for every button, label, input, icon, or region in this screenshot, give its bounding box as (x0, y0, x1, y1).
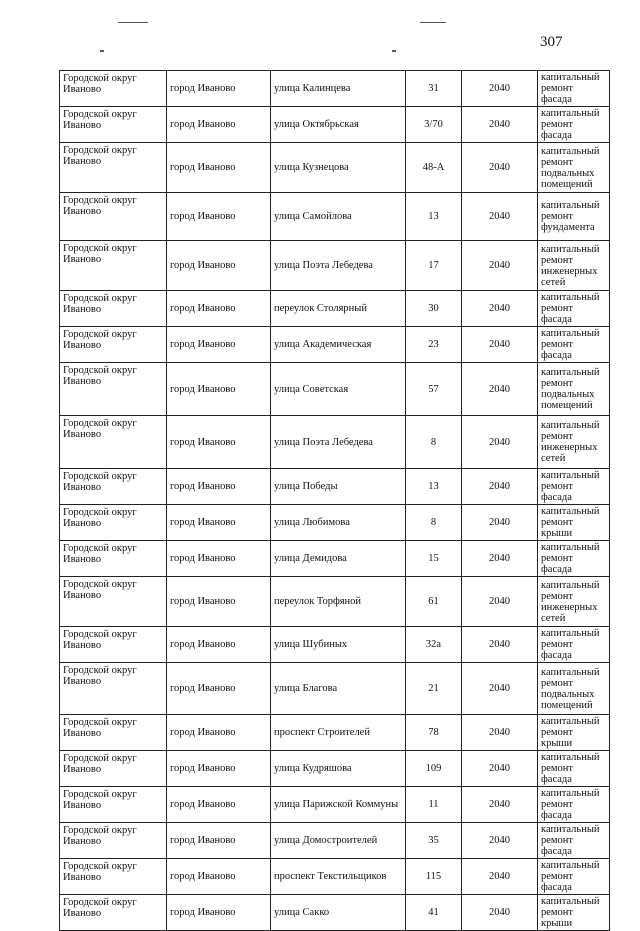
street-cell: улица Шубиных (271, 627, 406, 663)
street-cell: улица Домостроителей (271, 823, 406, 859)
street-cell: улица Любимова (271, 505, 406, 541)
work-type-cell: капитальный ремонт фасада (538, 469, 610, 505)
year-cell: 2040 (462, 143, 538, 193)
table-row (60, 895, 610, 931)
city-cell: город Иваново (167, 859, 271, 895)
district-cell: Городской округ Иваново (60, 715, 167, 751)
work-type-cell: капитальный ремонт фасада (538, 823, 610, 859)
year-cell: 2040 (462, 715, 538, 751)
district-cell: Городской округ Иваново (60, 751, 167, 787)
scan-mark (392, 50, 396, 52)
work-type-cell: капитальный ремонт подвальных помещений (538, 143, 610, 193)
city-cell: город Иваново (167, 541, 271, 577)
city-cell: город Иваново (167, 291, 271, 327)
year-cell: 2040 (462, 241, 538, 291)
city-cell: город Иваново (167, 823, 271, 859)
city-cell: город Иваново (167, 751, 271, 787)
scan-mark (100, 50, 104, 52)
table-row (60, 416, 610, 469)
house-number-cell: 32а (406, 627, 462, 663)
city-cell: город Иваново (167, 143, 271, 193)
year-cell: 2040 (462, 505, 538, 541)
work-type-cell: капитальный ремонт фасада (538, 751, 610, 787)
city-cell: город Иваново (167, 663, 271, 715)
district-cell: Городской округ Иваново (60, 363, 167, 416)
work-type-cell: капитальный ремонт фасада (538, 787, 610, 823)
year-cell: 2040 (462, 859, 538, 895)
year-cell: 2040 (462, 823, 538, 859)
table-row (60, 291, 610, 327)
year-cell: 2040 (462, 895, 538, 931)
house-number-cell: 15 (406, 541, 462, 577)
table-row (60, 327, 610, 363)
street-cell: улица Парижской Коммуны (271, 787, 406, 823)
work-type-cell: капитальный ремонт фасада (538, 541, 610, 577)
year-cell: 2040 (462, 541, 538, 577)
year-cell: 2040 (462, 416, 538, 469)
house-number-cell: 17 (406, 241, 462, 291)
house-number-cell: 13 (406, 469, 462, 505)
table-row (60, 71, 610, 107)
work-type-cell: капитальный ремонт инженерных сетей (538, 577, 610, 627)
house-number-cell: 78 (406, 715, 462, 751)
house-number-cell: 35 (406, 823, 462, 859)
table-row (60, 787, 610, 823)
work-type-cell: капитальный ремонт инженерных сетей (538, 241, 610, 291)
work-type-cell: капитальный ремонт фасада (538, 627, 610, 663)
city-cell: город Иваново (167, 505, 271, 541)
district-cell: Городской округ Иваново (60, 577, 167, 627)
street-cell: улица Благова (271, 663, 406, 715)
table-row (60, 241, 610, 291)
street-cell: улица Поэта Лебедева (271, 241, 406, 291)
house-number-cell: 8 (406, 505, 462, 541)
house-number-cell: 61 (406, 577, 462, 627)
table-row (60, 363, 610, 416)
district-cell: Городской округ Иваново (60, 787, 167, 823)
house-number-cell: 8 (406, 416, 462, 469)
district-cell: Городской округ Иваново (60, 663, 167, 715)
year-cell: 2040 (462, 577, 538, 627)
house-number-cell: 21 (406, 663, 462, 715)
year-cell: 2040 (462, 663, 538, 715)
work-type-cell: капитальный ремонт фасада (538, 859, 610, 895)
street-cell: улица Кузнецова (271, 143, 406, 193)
city-cell: город Иваново (167, 787, 271, 823)
city-cell: город Иваново (167, 895, 271, 931)
year-cell: 2040 (462, 751, 538, 787)
street-cell: улица Самойлова (271, 193, 406, 241)
table-row (60, 663, 610, 715)
work-type-cell: капитальный ремонт фасада (538, 71, 610, 107)
district-cell: Городской округ Иваново (60, 193, 167, 241)
work-type-cell: капитальный ремонт крыши (538, 505, 610, 541)
table-row (60, 107, 610, 143)
year-cell: 2040 (462, 193, 538, 241)
district-cell: Городской округ Иваново (60, 469, 167, 505)
street-cell: улица Кудряшова (271, 751, 406, 787)
district-cell: Городской округ Иваново (60, 541, 167, 577)
table-row (60, 577, 610, 627)
house-number-cell: 57 (406, 363, 462, 416)
year-cell: 2040 (462, 327, 538, 363)
house-number-cell: 115 (406, 859, 462, 895)
district-cell: Городской округ Иваново (60, 71, 167, 107)
table-row (60, 751, 610, 787)
work-type-cell: капитальный ремонт подвальных помещений (538, 663, 610, 715)
house-number-cell: 23 (406, 327, 462, 363)
house-number-cell: 109 (406, 751, 462, 787)
district-cell: Городской округ Иваново (60, 327, 167, 363)
district-cell: Городской округ Иваново (60, 107, 167, 143)
house-number-cell: 31 (406, 71, 462, 107)
year-cell: 2040 (462, 363, 538, 416)
street-cell: улица Демидова (271, 541, 406, 577)
work-type-cell: капитальный ремонт фасада (538, 291, 610, 327)
district-cell: Городской округ Иваново (60, 241, 167, 291)
city-cell: город Иваново (167, 627, 271, 663)
street-cell: переулок Столярный (271, 291, 406, 327)
street-cell: улица Советская (271, 363, 406, 416)
district-cell: Городской округ Иваново (60, 859, 167, 895)
house-number-cell: 30 (406, 291, 462, 327)
district-cell: Городской округ Иваново (60, 627, 167, 663)
city-cell: город Иваново (167, 363, 271, 416)
street-cell: переулок Торфяной (271, 577, 406, 627)
year-cell: 2040 (462, 71, 538, 107)
year-cell: 2040 (462, 469, 538, 505)
house-number-cell: 11 (406, 787, 462, 823)
city-cell: город Иваново (167, 327, 271, 363)
city-cell: город Иваново (167, 416, 271, 469)
table-row (60, 715, 610, 751)
street-cell: улица Поэта Лебедева (271, 416, 406, 469)
city-cell: город Иваново (167, 715, 271, 751)
table-row (60, 143, 610, 193)
repair-schedule-table (59, 70, 610, 931)
district-cell: Городской округ Иваново (60, 416, 167, 469)
house-number-cell: 13 (406, 193, 462, 241)
work-type-cell: капитальный ремонт подвальных помещений (538, 363, 610, 416)
city-cell: город Иваново (167, 469, 271, 505)
city-cell: город Иваново (167, 193, 271, 241)
district-cell: Городской округ Иваново (60, 143, 167, 193)
house-number-cell: 3/70 (406, 107, 462, 143)
city-cell: город Иваново (167, 71, 271, 107)
street-cell: проспект Строителей (271, 715, 406, 751)
scan-mark (118, 22, 148, 23)
table-row (60, 469, 610, 505)
city-cell: город Иваново (167, 577, 271, 627)
year-cell: 2040 (462, 291, 538, 327)
street-cell: улица Октябрьская (271, 107, 406, 143)
table-row (60, 193, 610, 241)
table-row (60, 859, 610, 895)
city-cell: город Иваново (167, 241, 271, 291)
street-cell: проспект Текстильщиков (271, 859, 406, 895)
district-cell: Городской округ Иваново (60, 895, 167, 931)
city-cell: город Иваново (167, 107, 271, 143)
year-cell: 2040 (462, 787, 538, 823)
work-type-cell: капитальный ремонт фундамента (538, 193, 610, 241)
district-cell: Городской округ Иваново (60, 505, 167, 541)
work-type-cell: капитальный ремонт фасада (538, 107, 610, 143)
street-cell: улица Калинцева (271, 71, 406, 107)
page-number: 307 (540, 34, 563, 50)
district-cell: Городской округ Иваново (60, 823, 167, 859)
table-row (60, 823, 610, 859)
street-cell: улица Победы (271, 469, 406, 505)
scan-mark (420, 22, 446, 23)
street-cell: улица Сакко (271, 895, 406, 931)
house-number-cell: 41 (406, 895, 462, 931)
table-row (60, 627, 610, 663)
house-number-cell: 48-А (406, 143, 462, 193)
work-type-cell: капитальный ремонт инженерных сетей (538, 416, 610, 469)
work-type-cell: капитальный ремонт крыши (538, 715, 610, 751)
year-cell: 2040 (462, 627, 538, 663)
table-row (60, 541, 610, 577)
district-cell: Городской округ Иваново (60, 291, 167, 327)
street-cell: улица Академическая (271, 327, 406, 363)
table-row (60, 505, 610, 541)
year-cell: 2040 (462, 107, 538, 143)
work-type-cell: капитальный ремонт фасада (538, 327, 610, 363)
work-type-cell: капитальный ремонт крыши (538, 895, 610, 931)
